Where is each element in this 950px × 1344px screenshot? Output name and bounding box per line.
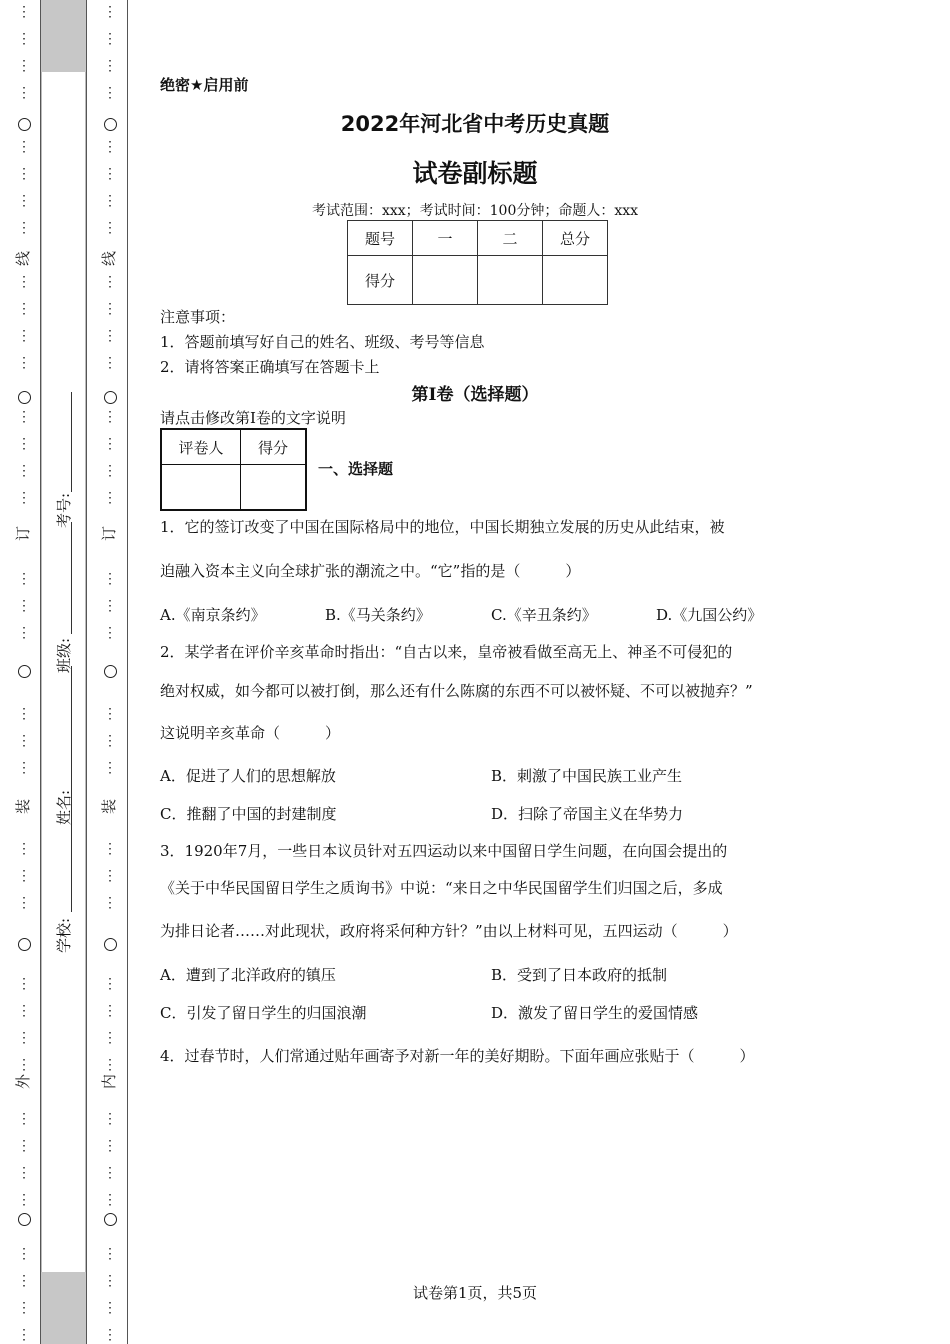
score-table-header: 总分 [543,221,608,256]
page-title: 2022年河北省中考历史真题 [340,112,610,136]
seal-dots: ⋮ [103,1192,117,1208]
seal-circle-icon [90,391,130,407]
seal-dots: ⋮ [103,31,117,47]
name-field-label: 姓名: [55,789,74,826]
seal-circle-icon [4,938,44,954]
page-subtitle: 试卷副标题 [412,159,538,188]
seal-dots: ⋮ [17,436,31,452]
seal-dots: ⋮ [17,139,31,155]
option[interactable]: C．推翻了中国的封建制度 [160,805,337,823]
seal-circle-icon [90,1213,130,1229]
seal-circle-icon [4,1213,44,1229]
seal-dots: ⋮ [103,139,117,155]
grader-table [160,428,307,511]
seal-dots: ⋮ [17,1192,31,1208]
exam-number-field-label: 考号: [55,492,74,529]
seal-dots: ⋮ [17,355,31,371]
name-field-line[interactable] [71,666,72,778]
seal-dots: ⋮ [17,58,31,74]
grader-cell[interactable] [241,465,307,511]
seal-dots: ⋮ [103,733,117,749]
class-field-line[interactable] [71,522,72,634]
seal-dots: ⋮ [17,706,31,722]
seal-dots: ⋮ [17,220,31,236]
inner-seal-mark: 装 [100,798,119,815]
seal-dots: ⋮ [17,733,31,749]
seal-dots: ⋮ [17,1165,31,1181]
seal-circle-icon [90,118,130,134]
seal-dots: ⋮ [103,625,117,641]
seal-dots: ⋮ [103,463,117,479]
seal-dots: ⋮ [17,1003,31,1019]
score-table-header: 题号 [348,221,413,256]
seal-dots: ⋮ [17,976,31,992]
seal-dots: ⋮ [17,409,31,425]
inner-seal-mark: 线 [100,250,119,267]
seal-dots: ⋮ [103,1030,117,1046]
option[interactable]: B．受到了日本政府的抵制 [491,966,668,984]
seal-dots: ⋮ [103,328,117,344]
seal-dots: ⋮ [103,706,117,722]
seal-dots: ⋮ [103,1057,117,1073]
seal-dots: ⋮ [103,598,117,614]
margin-divider [86,0,87,1344]
option[interactable]: C.《辛丑条约》 [491,606,597,624]
seal-dots: ⋮ [17,841,31,857]
seal-dots: ⋮ [17,463,31,479]
notice-item: 2．请将答案正确填写在答题卡上 [160,358,380,376]
seal-dots: ⋮ [103,274,117,290]
seal-dots: ⋮ [103,193,117,209]
score-table [347,220,608,305]
seal-dots: ⋮ [103,355,117,371]
seal-dots: ⋮ [17,31,31,47]
seal-dots: ⋮ [103,436,117,452]
seal-dots: ⋮ [17,301,31,317]
seal-dots: ⋮ [17,193,31,209]
score-row-label: 得分 [348,256,413,305]
seal-dots: ⋮ [103,85,117,101]
notice-item: 1．答题前填写好自己的姓名、班级、考号等信息 [160,333,485,351]
seal-dots: ⋮ [103,895,117,911]
option[interactable]: B.《马关条约》 [325,606,431,624]
seal-dots: ⋮ [17,598,31,614]
grader-header: 评卷人 [161,429,241,465]
seal-dots: ⋮ [17,490,31,506]
question-line: 3．1920年7月，一些日本议员针对五四运动以来中国留日学生问题，在向国会提出的 [160,842,728,860]
seal-dots: ⋮ [17,1327,31,1343]
score-cell[interactable] [413,256,478,305]
question-line: 1．它的签订改变了中国在国际格局中的地位，中国长期独立发展的历史从此结束，被 [160,518,725,536]
page-footer: 试卷第1页，共5页 [412,1284,538,1302]
seal-circle-icon [4,391,44,407]
inner-seal-mark: 订 [100,525,119,542]
seal-dots: ⋮ [17,760,31,776]
outer-seal-mark: 装 [14,798,33,815]
seal-dots: ⋮ [103,1003,117,1019]
notice-title: 注意事项： [160,308,236,326]
option[interactable]: A.《南京条约》 [160,606,266,624]
seal-dots: ⋮ [17,1246,31,1262]
question-line: 为排日论者……对此现状，政府将采何种方针？”由以上材料可见，五四运动（ ） [160,922,738,940]
school-field-label: 学校: [55,917,74,954]
question-line: 2．某学者在评价辛亥革命时指出：“自古以来，皇帝被看做至高无上、神圣不可侵犯的 [160,643,733,661]
seal-dots: ⋮ [103,841,117,857]
seal-dots: ⋮ [17,1300,31,1316]
seal-dots: ⋮ [17,895,31,911]
exam-number-field-line[interactable] [71,392,72,492]
seal-dots: ⋮ [103,1327,117,1343]
seal-dots: ⋮ [103,4,117,20]
seal-dots: ⋮ [17,274,31,290]
seal-dots: ⋮ [103,301,117,317]
option[interactable]: D.《九国公约》 [656,606,763,624]
inner-seal-mark: 内 [100,1073,119,1090]
question-line: 《关于中华民国留日学生之质询书》中说：“来日之中华民国留学生们归国之后，多成 [160,879,723,897]
option[interactable]: A．促进了人们的思想解放 [160,767,336,785]
seal-circle-icon [4,665,44,681]
seal-dots: ⋮ [103,166,117,182]
exam-meta: 考试范围：xxx；考试时间：100分钟；命题人：xxx [311,203,639,219]
seal-dots: ⋮ [17,868,31,884]
grader-cell[interactable] [161,465,241,511]
seal-dots: ⋮ [17,4,31,20]
seal-dots: ⋮ [103,490,117,506]
seal-dots: ⋮ [17,1057,31,1073]
seal-dots: ⋮ [103,1246,117,1262]
question-line: 迫融入资本主义向全球扩张的潮流之中。“它”指的是（ ） [160,562,581,580]
part-title: 第I卷（选择题） [411,385,539,405]
seal-dots: ⋮ [17,328,31,344]
seal-circle-icon [4,118,44,134]
seal-dots: ⋮ [17,1030,31,1046]
outer-seal-mark: 订 [14,525,33,542]
secret-label: 绝密★启用前 [160,76,249,94]
seal-dots: ⋮ [17,1138,31,1154]
seal-dots: ⋮ [103,1273,117,1289]
seal-dots: ⋮ [103,760,117,776]
score-table-header: 二 [478,221,543,256]
seal-dots: ⋮ [103,976,117,992]
seal-circle-icon [90,665,130,681]
grader-header: 得分 [241,429,307,465]
class-field-label: 班级: [55,637,74,674]
seal-dots: ⋮ [103,58,117,74]
seal-dots: ⋮ [103,1138,117,1154]
seal-dots: ⋮ [17,1273,31,1289]
seal-dots: ⋮ [17,1111,31,1127]
outer-seal-mark: 线 [14,250,33,267]
seal-dots: ⋮ [17,85,31,101]
option[interactable]: D．激发了留日学生的爱国情感 [491,1004,699,1022]
question-line: 绝对权威，如今都可以被打倒，那么还有什么陈腐的东西不可以被怀疑、不可以被抛弃？” [160,682,753,700]
score-table-header: 一 [413,221,478,256]
seal-dots: ⋮ [17,166,31,182]
option[interactable]: B．刺激了中国民族工业产生 [491,767,683,785]
seal-dots: ⋮ [103,1165,117,1181]
seal-dots: ⋮ [103,409,117,425]
option[interactable]: A．遭到了北洋政府的镇压 [160,966,336,984]
question-line: 4．过春节时，人们常通过贴年画寄予对新一年的美好期盼。下面年画应张贴于（ ） [160,1047,755,1065]
part-description[interactable]: 请点击修改第I卷的文字说明 [160,409,346,427]
seal-circle-icon [90,938,130,954]
option[interactable]: C．引发了留日学生的归国浪潮 [160,1004,367,1022]
seal-dots: ⋮ [103,1300,117,1316]
score-cell[interactable] [543,256,608,305]
option[interactable]: D．扫除了帝国主义在华势力 [491,805,684,823]
seal-dots: ⋮ [17,625,31,641]
section-title: 一、选择题 [318,460,394,478]
seal-dots: ⋮ [103,220,117,236]
seal-dots: ⋮ [103,1111,117,1127]
outer-seal-mark: 外 [14,1073,33,1090]
seal-dots: ⋮ [103,571,117,587]
score-cell[interactable] [478,256,543,305]
seal-dots: ⋮ [17,571,31,587]
question-line: 这说明辛亥革命（ ） [160,724,341,742]
seal-dots: ⋮ [103,868,117,884]
